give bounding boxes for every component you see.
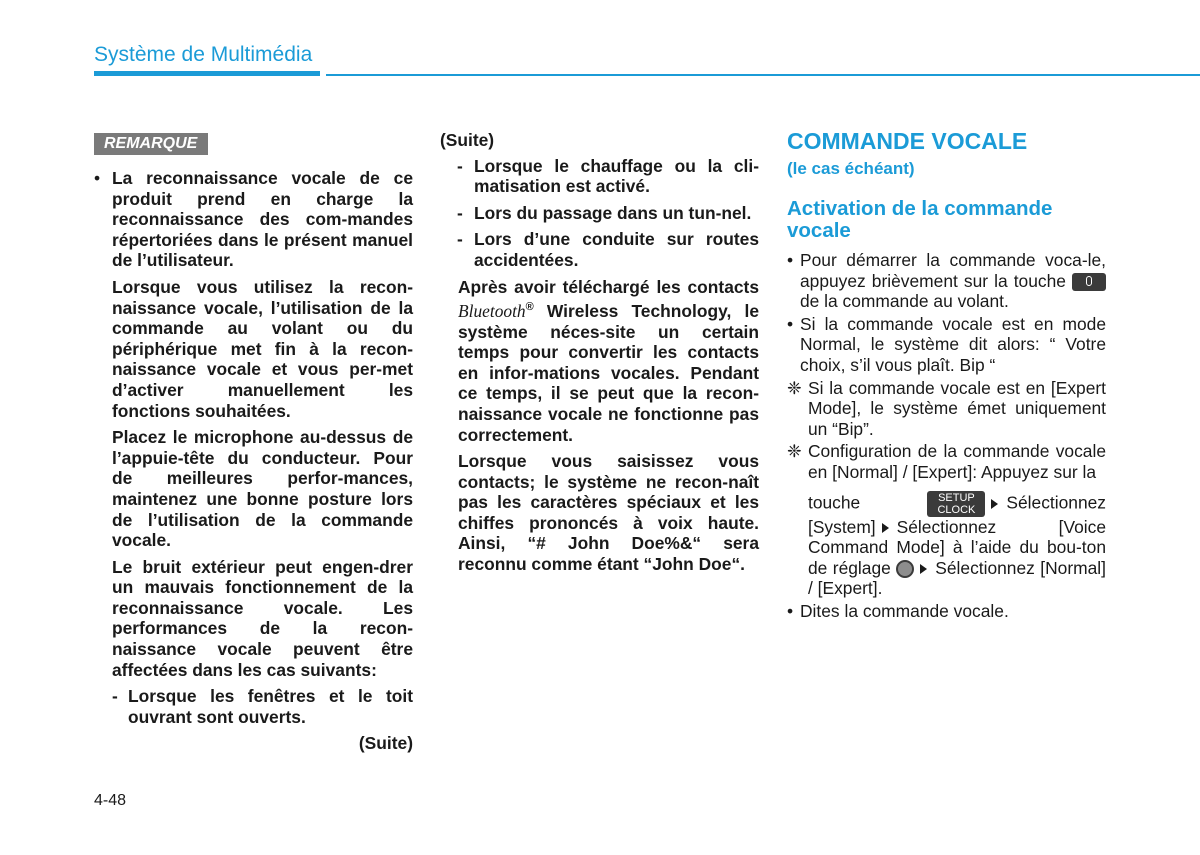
note-item-1 <box>787 378 1106 440</box>
suite-label-middle: (Suite) <box>440 130 495 150</box>
list-item-1 <box>787 250 1106 312</box>
header-title: Système de Multimédia <box>94 43 313 66</box>
list-item-3 <box>787 601 1106 622</box>
column-left <box>94 132 413 754</box>
column-middle <box>440 130 759 581</box>
select-normal-expert-text: Sélectionnez [Normal] / [Expert]. <box>808 557 1106 599</box>
note-paragraph-2: Lorsque vous utilisez la recon-naissance vocale, l’utilisation de la commande au volant ou du périphérique met fin à la recon-naissance vocale et vous per-met d’activer manuellement les fonctions souhaitées. <box>112 276 413 421</box>
note-paragraph-1 <box>94 168 413 271</box>
dash-mark: - <box>457 229 463 250</box>
suite-label-left: (Suite) <box>358 733 413 754</box>
bullet-mark: • <box>94 168 101 188</box>
header-rule-thin <box>326 74 1200 76</box>
voice-command-button-icon <box>1072 273 1106 291</box>
select-system-text: Sélectionnez [System] <box>808 492 1106 537</box>
bullet-mark: • <box>787 313 794 334</box>
list-text-1b: de la commande au volant. <box>800 291 1009 312</box>
section-title: COMMANDE VOCALE <box>787 128 1028 154</box>
list-text-3: Dites la commande vocale. <box>800 600 1009 621</box>
list-text-2: Si la commande vocale est en mode Normal, le système dit alors: “ Votre choix, s’il vous plaît. Bip “ <box>800 313 1106 375</box>
note-paragraph-4: Le bruit extérieur peut engen-drer un mauvais fonctionnement de la reconnaissance vocale. Les performances de la recon-naissance vocale peuvent être affectées dans les cas suivants: <box>112 556 413 680</box>
note-paragraph-6: Lorsque vous saisissez vous contacts; le système ne recon-naît pas les caractères spéciaux et les chiffes prononcés à voix haute. Ainsi, “# John Doe%&“ sera reconnu comme étant “John Doe“. <box>458 451 759 575</box>
dash-mark: - <box>457 202 463 223</box>
setup-clock-button-icon <box>927 491 985 517</box>
arrow-right-icon <box>920 564 927 574</box>
dash-mark: - <box>112 686 118 707</box>
arrow-right-icon <box>882 523 889 533</box>
select-voice-mode-text: Sélectionnez [Voice Command Mode] à l’aide du bou-ton de réglage <box>808 516 1106 578</box>
note-text-expert: Si la commande vocale est en [Expert Mode], le système émet uniquement un “Bip”. <box>808 377 1106 439</box>
touche-word: touche <box>808 492 861 513</box>
header-rule-thick <box>94 71 320 76</box>
note-text-1: La reconnaissance vocale de ce produit prend en charge la reconnaissance des com-mandes répertoriées dans le présent manuel de l’utilisateur. <box>112 168 413 271</box>
note-paragraph-5 <box>440 277 759 446</box>
dash-item-4 <box>440 229 759 270</box>
tune-knob-icon <box>896 560 914 578</box>
note-text-config: Configuration de la commande vocale en [Normal] / [Expert]: Appuyez sur la <box>808 441 1106 482</box>
section-subtitle: (le cas échéant) <box>787 159 915 178</box>
bullet-mark: • <box>787 600 794 621</box>
note-item-2 <box>787 441 1106 599</box>
note-dash-item-1 <box>94 686 413 727</box>
text-after-bluetooth: Wireless Technology, le système néces-site un certain temps pour convertir les contacts en infor-mations vocales. Pendant ce temps, il se peut que la recon-naissance vocale ne fonctionne pas correctement. <box>458 300 759 445</box>
text-before-bluetooth: Après avoir téléchargé les contacts <box>458 276 759 297</box>
dash-text-1: Lorsque les fenêtres et le toit ouvrant sont ouverts. <box>128 686 413 727</box>
list-item-2 <box>787 314 1106 376</box>
arrow-right-icon <box>991 499 998 509</box>
dash-mark: - <box>457 155 463 176</box>
list-text-1a: Pour démarrer la commande voca-le, appuyez brièvement sur la touche <box>800 250 1106 291</box>
page-number: 4-48 <box>94 792 127 809</box>
clock-label: CLOCK <box>937 503 976 516</box>
bluetooth-word: Bluetooth <box>458 300 526 321</box>
dash-text-4: Lors d’une conduite sur routes accidentées. <box>474 229 759 270</box>
column-right <box>787 127 1106 622</box>
note-paragraph-3: Placez le microphone au-dessus de l’appuie-tête du conducteur. Pour de meilleures perfor-mances, maintenez une bonne posture lors de l’utilisation de la commande vocale. <box>112 427 413 551</box>
registered-mark: ® <box>525 301 534 314</box>
dash-text-3: Lors du passage dans un tun-nel. <box>474 202 752 223</box>
note-mark: ❈ <box>787 441 802 462</box>
setup-label: SETUP <box>938 491 975 504</box>
dash-item-3 <box>440 203 759 224</box>
note-mark: ❈ <box>787 377 802 398</box>
remarque-badge: REMARQUE <box>94 133 208 155</box>
dash-item-2 <box>440 156 759 197</box>
dash-text-2: Lorsque le chauffage ou la cli-matisation est activé. <box>474 155 759 197</box>
bullet-mark: • <box>787 250 794 270</box>
subsection-title: Activation de la commande vocale <box>787 197 1053 242</box>
